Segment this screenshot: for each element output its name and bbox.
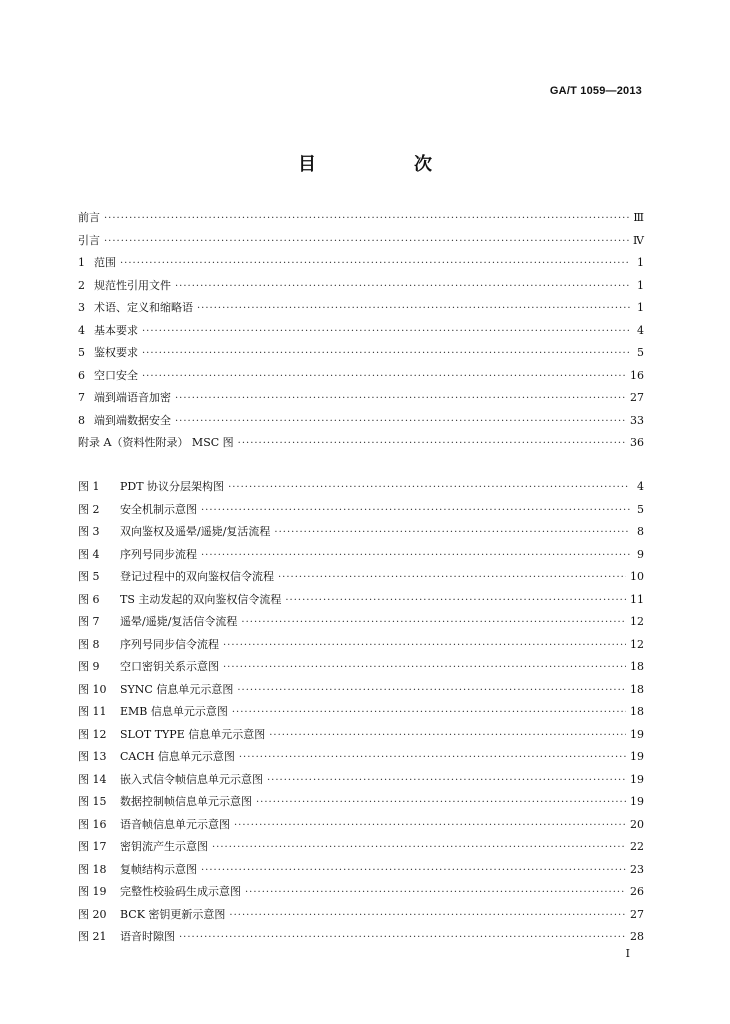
entry-number: 图 12 [78, 727, 107, 741]
figure-entry[interactable] [78, 634, 644, 657]
dot-leader [223, 635, 626, 658]
entry-page-number: 33 [630, 413, 644, 427]
table-of-contents [78, 207, 644, 455]
figure-entry[interactable] [78, 679, 644, 702]
figure-entry[interactable] [78, 904, 644, 927]
entry-label: 双向鉴权及遥晕/遥毙/复活流程 [120, 525, 271, 538]
dot-leader [212, 837, 626, 860]
entry-label: TS 主动发起的双向鉴权信令流程 [120, 592, 282, 606]
entry-number: 图 6 [78, 592, 100, 606]
figure-entry[interactable] [78, 589, 644, 612]
entry-number: 4 [78, 323, 85, 337]
dot-leader [223, 657, 626, 680]
entry-page-number: 36 [630, 436, 644, 449]
list-of-figures [78, 476, 644, 949]
entry-label: 序列号同步信令流程 [120, 637, 219, 651]
dot-leader [142, 321, 630, 344]
dot-leader [274, 522, 630, 545]
entry-page-number: 28 [630, 930, 644, 943]
toc-entry[interactable] [78, 410, 644, 433]
dot-leader [175, 276, 630, 299]
entry-page-number: 11 [630, 592, 644, 606]
entry-number: 图 5 [78, 570, 100, 583]
dot-leader [256, 792, 626, 815]
figure-entry[interactable] [78, 476, 644, 499]
entry-label: 语音时隙图 [120, 930, 175, 943]
dot-leader [234, 815, 626, 838]
entry-page-number: 20 [630, 817, 644, 831]
figure-entry[interactable] [78, 926, 644, 949]
entry-label: 复帧结构示意图 [120, 862, 197, 876]
entry-label: PDT 协议分层架构图 [120, 480, 225, 493]
dot-leader [237, 680, 626, 703]
entry-page-number: 22 [630, 840, 644, 853]
figure-entry[interactable] [78, 701, 644, 724]
figure-entry[interactable] [78, 791, 644, 814]
entry-page-number: 18 [630, 682, 644, 696]
dot-leader [104, 231, 629, 254]
toc-entry[interactable] [78, 432, 644, 455]
entry-page-number: 26 [630, 885, 644, 898]
entry-page-number: 19 [630, 772, 644, 786]
dot-leader [245, 882, 626, 905]
toc-entry[interactable] [78, 275, 644, 298]
entry-number: 6 [78, 368, 85, 382]
entry-number: 5 [78, 346, 85, 359]
dot-leader [228, 477, 630, 500]
figure-entry[interactable] [78, 724, 644, 747]
figure-entry[interactable] [78, 566, 644, 589]
dot-leader [201, 860, 626, 883]
entry-label: 范围 [94, 256, 116, 269]
entry-label: 完整性校验码生成示意图 [120, 885, 241, 898]
entry-number: 图 2 [78, 502, 100, 516]
entry-page-number: 10 [630, 570, 644, 583]
entry-label: 遥晕/遥毙/复活信令流程 [120, 615, 238, 628]
toc-entry[interactable] [78, 365, 644, 388]
entry-number: 图 13 [78, 750, 107, 763]
dot-leader [179, 927, 626, 950]
toc-entry[interactable] [78, 387, 644, 410]
dot-leader [267, 770, 626, 793]
entry-number: 图 21 [78, 930, 107, 943]
entry-number: 图 7 [78, 615, 100, 628]
entry-label: 端到端语音加密 [94, 391, 171, 404]
entry-label: 登记过程中的双向鉴权信令流程 [120, 570, 274, 583]
entry-page-number: 12 [630, 615, 644, 628]
entry-page-number: 19 [630, 795, 644, 808]
entry-label: 空口密钥关系示意图 [120, 660, 219, 673]
toc-entry[interactable] [78, 320, 644, 343]
entry-page-number: 12 [630, 637, 644, 651]
entry-page-number: 1 [637, 278, 644, 292]
figure-entry[interactable] [78, 656, 644, 679]
entry-page-number: 23 [630, 862, 644, 876]
entry-number: 图 1 [78, 480, 100, 493]
dot-leader [142, 366, 626, 389]
entry-number: 图 4 [78, 547, 100, 561]
entry-page-number: 19 [630, 750, 644, 763]
dot-leader [201, 545, 630, 568]
figure-entry[interactable] [78, 769, 644, 792]
dot-leader [278, 567, 626, 590]
dot-leader [120, 253, 630, 276]
entry-page-number: 4 [637, 323, 644, 337]
entry-label: SLOT TYPE 信息单元示意图 [120, 727, 266, 741]
entry-label: 空口安全 [94, 368, 138, 382]
dot-leader [232, 702, 626, 725]
entry-label: BCK 密钥更新示意图 [120, 907, 226, 921]
entry-number: 图 16 [78, 817, 107, 831]
figure-entry[interactable] [78, 746, 644, 769]
entry-number: 8 [78, 413, 85, 427]
entry-label: 附录 A（资料性附录） MSC 图 [78, 436, 234, 449]
entry-number: 图 19 [78, 885, 107, 898]
toc-entry[interactable] [78, 342, 644, 365]
entry-label: 序列号同步流程 [120, 547, 197, 561]
entry-label: 引言 [78, 233, 100, 247]
entry-label: 端到端数据安全 [94, 413, 171, 427]
entry-number: 图 11 [78, 705, 107, 718]
entry-page-number: 16 [630, 368, 644, 382]
entry-page-number: 1 [637, 301, 644, 314]
entry-label: 数据控制帧信息单元示意图 [120, 795, 252, 808]
page-title: 目 次 [298, 154, 472, 175]
entry-page-number: 1 [637, 256, 644, 269]
entry-number: 2 [78, 278, 85, 292]
entry-label: 基本要求 [94, 323, 138, 337]
figure-entry[interactable] [78, 611, 644, 634]
entry-page-number: 9 [637, 547, 644, 561]
entry-number: 图 9 [78, 660, 100, 673]
entry-number: 图 14 [78, 772, 107, 786]
entry-label: CACH 信息单元示意图 [120, 750, 235, 763]
entry-label: 安全机制示意图 [120, 502, 197, 516]
entry-page-number: Ⅳ [633, 233, 644, 247]
entry-number: 图 10 [78, 682, 107, 696]
dot-leader [197, 298, 630, 321]
dot-leader [239, 747, 626, 770]
toc-entry[interactable] [78, 207, 644, 230]
dot-leader [238, 433, 626, 456]
dot-leader [175, 388, 626, 411]
entry-page-number: 8 [637, 525, 644, 538]
entry-label: 密钥流产生示意图 [120, 840, 208, 853]
entry-page-number: 27 [630, 391, 644, 404]
entry-number: 图 20 [78, 907, 107, 921]
entry-number: 7 [78, 391, 85, 404]
entry-label: 规范性引用文件 [94, 278, 171, 292]
entry-page-number: Ⅲ [633, 211, 644, 224]
figure-entry[interactable] [78, 859, 644, 882]
dot-leader [175, 411, 626, 434]
entry-number: 图 17 [78, 840, 107, 853]
standard-code: GA/T 1059—2013 [549, 85, 642, 97]
entry-page-number: 5 [637, 502, 644, 516]
entry-label: SYNC 信息单元示意图 [120, 682, 234, 696]
entry-page-number: 18 [630, 705, 644, 718]
entry-page-number: 18 [630, 660, 644, 673]
entry-label: 术语、定义和缩略语 [94, 301, 193, 314]
figure-entry[interactable] [78, 499, 644, 522]
entry-number: 图 3 [78, 525, 100, 538]
figure-entry[interactable] [78, 881, 644, 904]
toc-entry[interactable] [78, 297, 644, 320]
toc-entry[interactable] [78, 252, 644, 275]
dot-leader [285, 590, 626, 613]
entry-page-number: 4 [637, 480, 644, 493]
dot-leader [241, 612, 626, 635]
entry-number: 图 8 [78, 637, 100, 651]
entry-label: EMB 信息单元示意图 [120, 705, 228, 718]
entry-number: 图 18 [78, 862, 107, 876]
figure-entry[interactable] [78, 521, 644, 544]
dot-leader [229, 905, 626, 928]
entry-page-number: 5 [637, 346, 644, 359]
figure-entry[interactable] [78, 836, 644, 859]
figure-entry[interactable] [78, 544, 644, 567]
entry-label: 语音帧信息单元示意图 [120, 817, 230, 831]
entry-label: 前言 [78, 211, 100, 224]
dot-leader [269, 725, 626, 748]
entry-page-number: 27 [630, 907, 644, 921]
toc-entry[interactable] [78, 230, 644, 253]
entry-number: 3 [78, 301, 85, 314]
entry-label: 嵌入式信令帧信息单元示意图 [120, 772, 263, 786]
entry-number: 1 [78, 256, 85, 269]
dot-leader [104, 208, 629, 231]
entry-number: 图 15 [78, 795, 107, 808]
entry-page-number: 19 [630, 727, 644, 741]
figure-entry[interactable] [78, 814, 644, 837]
dot-leader [201, 500, 630, 523]
entry-label: 鉴权要求 [94, 346, 138, 359]
dot-leader [142, 343, 630, 366]
page-number: I [625, 947, 630, 960]
